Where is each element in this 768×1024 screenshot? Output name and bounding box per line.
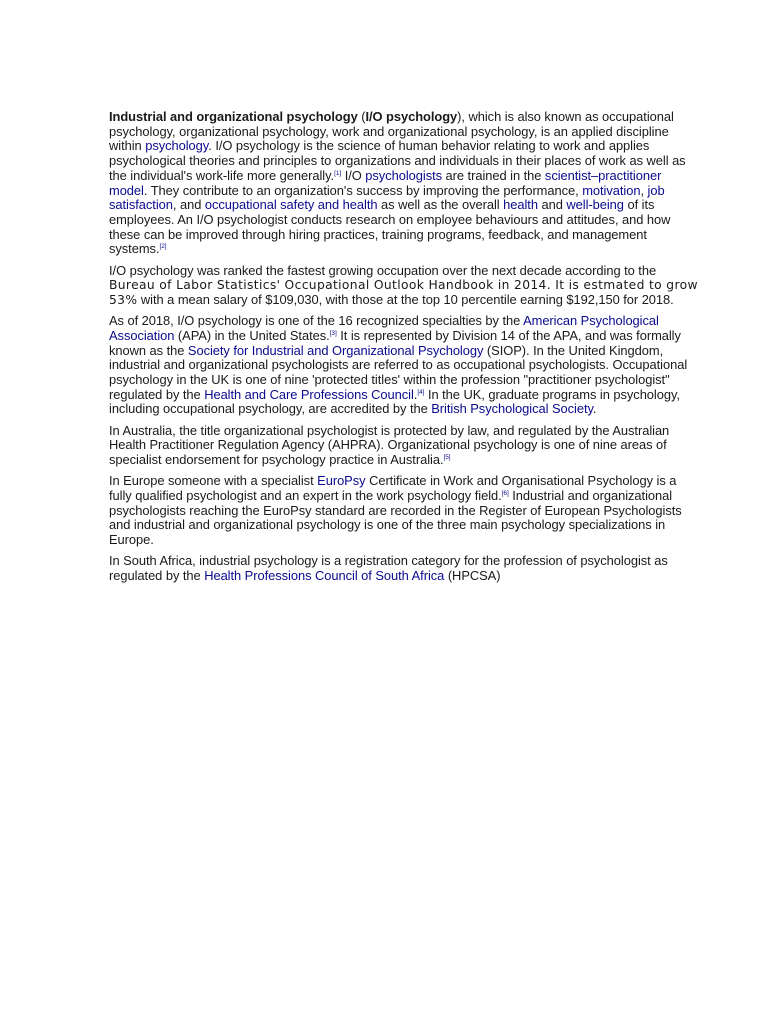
text: . They contribute to an organization's success by improving the performance,: [143, 182, 583, 198]
bold-term: Industrial and organizational psychology: [109, 109, 358, 124]
link-american-psychological-association[interactable]: American Psychological Association: [109, 313, 659, 343]
text: of its employees. An I/O psychologist conducts research on employee behaviours and attitudes, and how these can be improved through hiring practices, training programs, feedback, and management systems.: [109, 197, 671, 257]
text: (HPCSA): [444, 567, 501, 583]
text: ,: [640, 182, 648, 198]
text: . I/O psychology is the science of human behavior relating to work and applies psychological theories and principles to organizations and individuals in their places of work as well as the individual's work-life more generally.: [109, 138, 686, 183]
citation-5[interactable]: [5]: [443, 453, 451, 461]
text: , and: [172, 197, 205, 213]
link-psychology[interactable]: psychology: [145, 138, 209, 154]
paragraph-europe: [109, 474, 699, 548]
link-scientist-practitioner-model[interactable]: scientist–practitioner model: [109, 167, 662, 198]
text: .: [413, 386, 418, 402]
citation-1[interactable]: [1]: [334, 169, 342, 177]
text: In South Africa, industrial psychology is a registration category for the profession of psychologist as regulated by the: [109, 553, 668, 583]
citation-6[interactable]: [6]: [501, 489, 509, 497]
link-job-satisfaction[interactable]: job satisfaction: [109, 182, 665, 213]
link-hcpc[interactable]: Health and Care Professions Council: [204, 386, 414, 402]
citation-2[interactable]: [2]: [159, 243, 167, 251]
text: I/O: [341, 167, 366, 183]
paragraph-intro: [109, 110, 699, 257]
link-occupational-safety-and-health[interactable]: occupational safety and health: [204, 197, 378, 213]
text: ), which is also known as occupational psychology, organizational psychology, work and organizational psychology, is an applied discipline within: [109, 109, 674, 154]
link-europsy[interactable]: EuroPsy: [317, 473, 366, 489]
text: .: [592, 401, 597, 417]
citation-3[interactable]: [3]: [329, 329, 337, 337]
text: Industrial and organizational psychologists reaching the EuroPsy standard are recorded in the Register of European Psychologists and industrial and organizational psychology is one of the three main psychology specializations in Europe.: [109, 487, 682, 547]
paragraph-growth: [109, 264, 699, 308]
text: It is represented by Division 14 of the APA, and was formally known as the: [109, 327, 681, 358]
text: I/O psychology was ranked the fastest growing occupation over the next decade according to the: [109, 262, 657, 278]
text: (SIOP). In the United Kingdom, industrial and organizational psychologists are referred to as occupational psychologists. Occupational psychology in the UK is one of nine 'protected titles' within the profession "practitioner psychologist" regulated by the: [109, 342, 688, 402]
bold-term: I/O psychology: [365, 109, 458, 124]
text: (: [357, 109, 366, 124]
link-health[interactable]: health: [503, 197, 538, 213]
text: In Australia, the title organizational psychologist is protected by law, and regulated by the Australian Health Practitioner Regulation Agency (AHPRA). Organizational psychology is one of nine areas of specialist endorsement for psychology practice in Australia.: [109, 422, 670, 467]
text: As of 2018, I/O psychology is one of the 16 recognized specialties by the: [109, 313, 524, 329]
text: with a mean salary of $109,030, with those at the top 10 percentile earning $192,150 for 2018.: [137, 291, 674, 307]
text: (APA) in the United States.: [174, 327, 330, 343]
link-siop[interactable]: Society for Industrial and Organizational Psychology: [187, 342, 484, 358]
text: as well as the overall: [377, 197, 504, 213]
article-body: [109, 110, 699, 590]
text: In the UK, graduate programs in psychology, including occupational psychology, are accredited by the: [109, 386, 680, 417]
link-well-being[interactable]: well-being: [566, 197, 624, 213]
link-british-psychological-society[interactable]: British Psychological Society: [431, 401, 593, 417]
paragraph-specialties: [109, 314, 699, 417]
citation-4[interactable]: [4]: [417, 388, 425, 396]
text: Certificate in Work and Organisational Psychology is a fully qualified psychologist and an expert in the work psychology field.: [109, 473, 677, 503]
link-psychologists[interactable]: psychologists: [365, 167, 443, 183]
text-handbook: Bureau of Labor Statistics' Occupational Outlook Handbook in 2014. It is estmated to grow 53%: [109, 278, 698, 307]
text: and: [537, 197, 567, 213]
link-motivation[interactable]: motivation: [582, 182, 641, 198]
text: are trained in the: [442, 167, 545, 183]
link-hpcsa[interactable]: Health Professions Council of South Africa: [204, 567, 445, 583]
paragraph-south-africa: [109, 554, 699, 583]
paragraph-australia: [109, 424, 699, 468]
text: In Europe someone with a specialist: [109, 473, 318, 489]
